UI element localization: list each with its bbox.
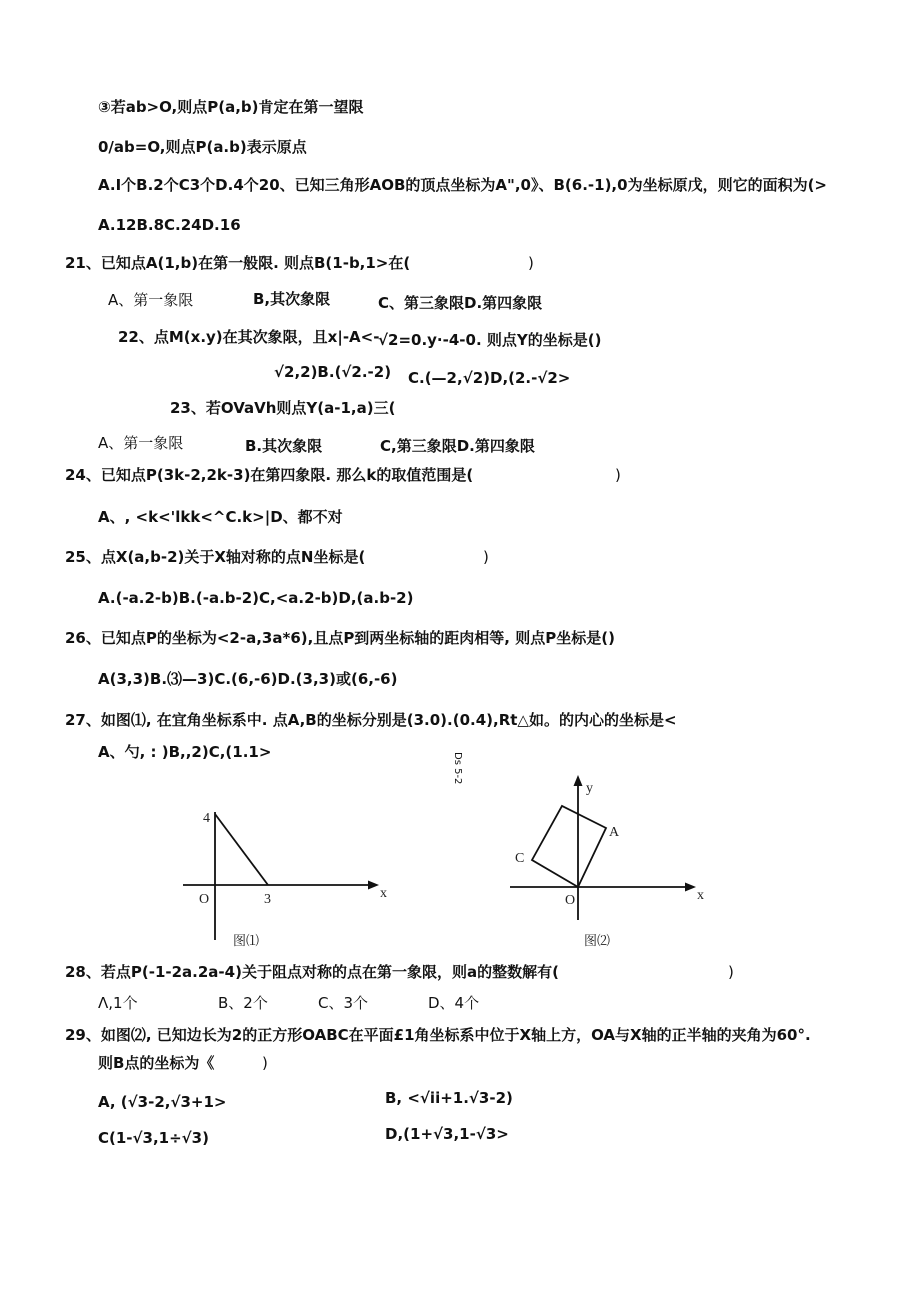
q24-options: A、, <k<'lkk<^C.k>|D、都不对 xyxy=(98,508,343,526)
q21-option-cd: C、第三象限D.第四象限 xyxy=(378,294,543,312)
fig2-label-c: C xyxy=(515,851,525,866)
q28-option-a: Λ,1个 xyxy=(98,994,138,1012)
q22-option-cd: C.(—2,√2)D,(2.-√2> xyxy=(408,369,571,387)
question-21-close: ) xyxy=(528,254,534,272)
question-23: 23、若OVaVh则点Y(a-1,a)三( xyxy=(170,399,396,417)
q29-option-a: A, (√3-2,√3+1> xyxy=(98,1093,227,1111)
question-28: 28、若点P(-1-2a.2a-4)关于阻点对称的点在第一象限，则a的整数解有( xyxy=(65,963,559,981)
question-29: 29、如图⑵, 已知边长为2的正方形OABC在平面£1角坐标系中位于X轴上方，OA与X轴的正半轴的夹角为60°. xyxy=(65,1026,811,1044)
q22-option-ab: √2,2)B.(√2.-2) xyxy=(274,363,392,381)
q23-option-a: A、第一象限 xyxy=(98,434,184,452)
line-q20-options: A.12B.8C.24D.16 xyxy=(98,216,241,234)
figure-2 xyxy=(505,770,720,955)
fig2-x-axis-label: x xyxy=(697,888,704,903)
question-27: 27、如图⑴, 在宜角坐标系中. 点A,B的坐标分别是(3.0).(0.4),Rt△如。的内心的坐标是< xyxy=(65,711,677,729)
q28-option-b: B、2个 xyxy=(218,994,268,1012)
fig2-caption: 图⑵ xyxy=(584,933,611,948)
q26-options: A(3,3)B.⑶—3)C.(6,-6)D.(3,3)或(6,-6) xyxy=(98,670,398,688)
question-29-line2: 则B点的坐标为《 xyxy=(98,1054,215,1072)
q29-option-c: C(1-√3,1÷√3) xyxy=(98,1129,209,1147)
q23-option-b: B.其次象限 xyxy=(245,437,323,455)
fig1-x-arrow xyxy=(368,881,379,890)
q27-stray-mark: Ds 5-2 xyxy=(452,752,463,785)
fig2-y-arrow xyxy=(574,775,583,786)
q27-options: A、勺, : )B,,2)C,(1.1> xyxy=(98,743,272,761)
q25-options: A.(-a.2-b)B.(-a.b-2)C,<a.2-b)D,(a.b-2) xyxy=(98,589,414,607)
question-24-close: ) xyxy=(615,466,621,484)
figure-1 xyxy=(175,800,390,955)
line-statement-3: ③若ab>O,则点P(a,b)肯定在第一望限 xyxy=(98,98,364,116)
fig1-origin-label: O xyxy=(199,892,210,907)
q23-option-cd: C,第三象限D.第四象限 xyxy=(380,437,535,455)
question-21: 21、已知点A(1,b)在第一般限. 则点B(1-b,1>在( xyxy=(65,254,411,272)
q21-option-b: B,其次象限 xyxy=(253,290,331,308)
q21-option-a: A、第一象限 xyxy=(108,291,194,309)
q29-option-b: B, <√ii+1.√3-2) xyxy=(385,1089,513,1107)
fig2-square-oabc xyxy=(532,806,606,887)
q29-option-d: D,(1+√3,1-√3> xyxy=(385,1125,509,1143)
question-24: 24、已知点P(3k-2,2k-3)在第四象限. 那么k的取值范围是( xyxy=(65,466,474,484)
question-29-close: ) xyxy=(262,1054,268,1072)
fig2-y-axis-label: y xyxy=(586,781,593,796)
fig1-x-axis-label: x xyxy=(380,886,387,901)
fig2-label-a: A xyxy=(609,825,620,840)
q28-option-d: D、4个 xyxy=(428,994,480,1012)
fig2-x-arrow xyxy=(685,883,696,892)
question-28-close: ) xyxy=(728,963,734,981)
fig1-y-tick-4: 4 xyxy=(203,811,210,826)
question-25-close: ) xyxy=(483,548,489,566)
q28-option-c: C、3个 xyxy=(318,994,369,1012)
line-statement-4: 0/ab=O,则点P(a.b)表示原点 xyxy=(98,138,307,156)
question-25: 25、点X(a,b-2)关于X轴对称的点N坐标是( xyxy=(65,548,366,566)
question-26: 26、已知点P的坐标为<2-a,3a*6),且点P到两坐标轴的距肉相等, 则点P坐标是() xyxy=(65,629,615,647)
question-22-tail: √2=0.y·-4-0. 则点Y的坐标是() xyxy=(378,331,602,349)
question-22: 22、点M(x.y)在其次象限，且x|-A<- xyxy=(118,328,380,346)
fig1-hypotenuse xyxy=(215,814,268,885)
fig1-caption: 图⑴ xyxy=(233,933,260,948)
fig2-origin-label: O xyxy=(565,893,576,908)
fig1-x-tick-3: 3 xyxy=(264,892,271,907)
line-q19-options-q20: A.I个B.2个C3个D.4个20、已知三角形AOB的顶点坐标为A",0》、B(6.-1),0为坐标原戊，则它的面积为(> xyxy=(98,176,827,194)
